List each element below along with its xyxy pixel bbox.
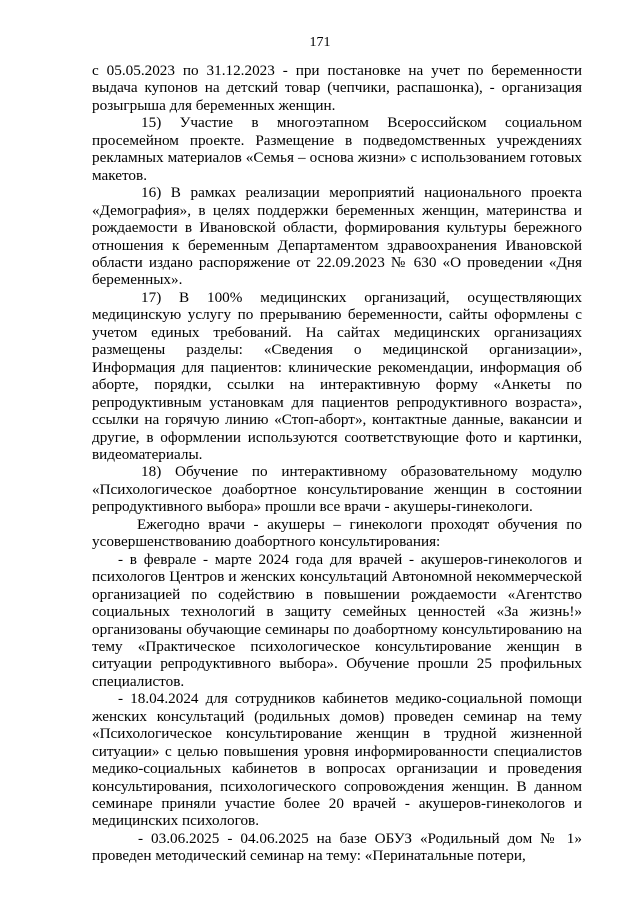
paragraph-coupons: с 05.05.2023 по 31.12.2023 - при постановке на учет по беременности выдача купонов на детский товар (чепчики, распашонка), - организация розыгрыша для беременных женщин. [92, 62, 582, 114]
document-body [92, 62, 582, 865]
paragraph-item-17: 17) В 100% медицинских организаций, осуществляющих медицинскую услугу по прерыванию беременности, сайты оформлены с учетом единых требований. На сайтах медицинских организациях размещены разделы: «Сведения о медицинской организации», Информация для пациентов: клинические рекомендации, информация об аборте, порядки, ссылки на интерактивную форму «Анкеты по репродуктивным установкам для пациентов репродуктивного возраста», ссылки на горячую линию «Стоп-аборт», контактные данные, вакансии и другие, в оформлении используются соответствующие фото и картинки, видеоматериалы. [92, 288, 582, 463]
paragraph-april-2024: - 18.04.2024 для сотрудников кабинетов медико-социальной помощи женских консультаций (родильных домов) проведен семинар на тему «Психологическое консультирование женщин в трудной жизненной ситуации» с целью повышения уровня информированности специалистов медико-социальных кабинетов в вопросах организации и проведения консультирования, психологического сопровождения женщин. В данном семинаре приняли участие более 20 врачей - акушеров-гинекологов и медицинских психологов. [92, 690, 582, 830]
paragraph-annual-training: Ежегодно врачи - акушеры – гинекологи проходят обучения по усовершенствованию доабортного консультирования: [92, 515, 582, 551]
page-number: 171 [309, 35, 331, 50]
paragraph-feb-march-2024: - в феврале - марте 2024 года для врачей - акушеров-гинекологов и психологов Центров и женских консультаций Автономной некоммерческой организацией по содействию в повышении рождаемости «Агентство социальных технологий в защиту семейных ценностей «За жизнь!» организованы обучающие семинары по доабортному консультированию на тему «Практическое психологическое консультирование женщин в ситуации репродуктивного выбора». Обучение прошли 25 профильных специалистов. [92, 550, 582, 690]
paragraph-item-16: 16) В рамках реализации мероприятий национального проекта «Демография», в целях поддержки беременных женщин, материнства и рождаемости в Ивановской области, формирования культуры бережного отношения к беременным Департаментом здравоохранения Ивановской области издано распоряжение от 22.09.2023 № 630 «О проведении «Дня беременных». [92, 184, 582, 289]
paragraph-item-15: 15) Участие в многоэтапном Всероссийском социальном просемейном проекте. Размещение в подведомственных учреждениях рекламных материалов «Семья – основа жизни» с использованием готовых макетов. [92, 114, 582, 184]
paragraph-june-2025: - 03.06.2025 - 04.06.2025 на базе ОБУЗ «Родильный дом № 1» проведен методический семинар на тему: «Перинатальные потери, [92, 829, 582, 865]
paragraph-item-18: 18) Обучение по интерактивному образовательному модулю «Психологическое доабортное консультирование женщин в состоянии репродуктивного выбора» прошли все врачи - акушеры-гинекологи. [92, 463, 582, 516]
